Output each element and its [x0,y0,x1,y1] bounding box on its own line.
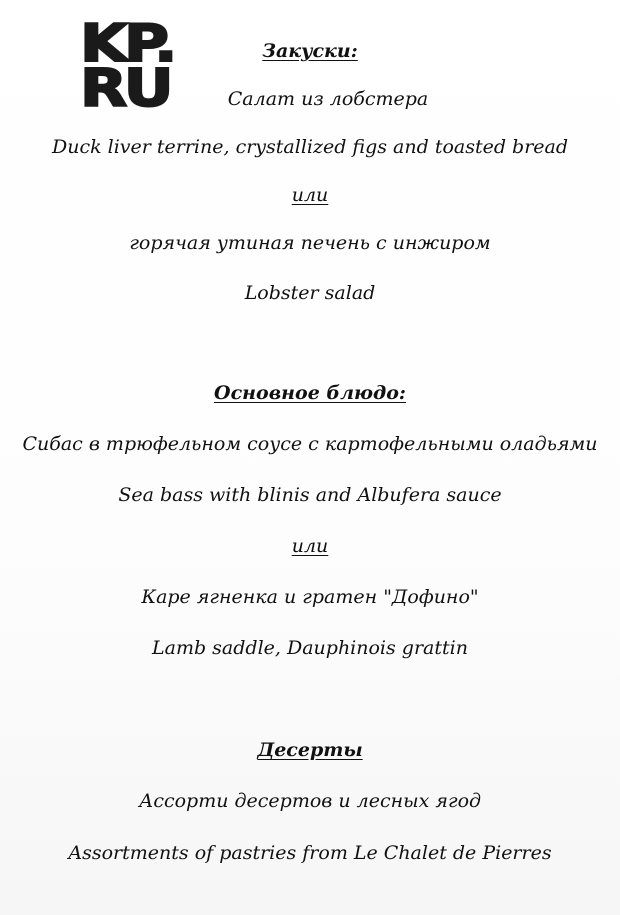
starter-item-1-en: Duck liver terrine, crystallized figs and toasted bread [51,136,569,158]
desserts-heading: Десерты [257,739,363,761]
starters-or: или [291,184,329,206]
logo-line-2: RU [80,58,170,119]
main-item-2-en: Lamb saddle, Dauphinois grattin [152,637,468,659]
main-item-2-ru: Каре ягненка и гратен "Дофино" [141,586,479,608]
main-course-heading: Основное блюдо: [214,382,406,404]
main-item-1-ru: Сибас в трюфельном соусе с картофельными оладьями [22,433,598,455]
dessert-item-1-en: Assortments of pastries from Le Chalet de Pierres [68,842,552,864]
dessert-item-1-ru: Ассорти десертов и лесных ягод [138,790,482,812]
starter-item-1-ru: Салат из лобстера [227,88,429,110]
main-course-or: или [291,535,329,557]
logo-line-1: KP. [80,14,174,74]
starter-item-2-ru: горячая утиная печень с инжиром [129,232,491,254]
starter-item-2-en: Lobster salad [244,282,376,304]
starters-heading: Закуски: [262,40,358,62]
main-item-1-en: Sea bass with blinis and Albufera sauce [118,484,502,506]
